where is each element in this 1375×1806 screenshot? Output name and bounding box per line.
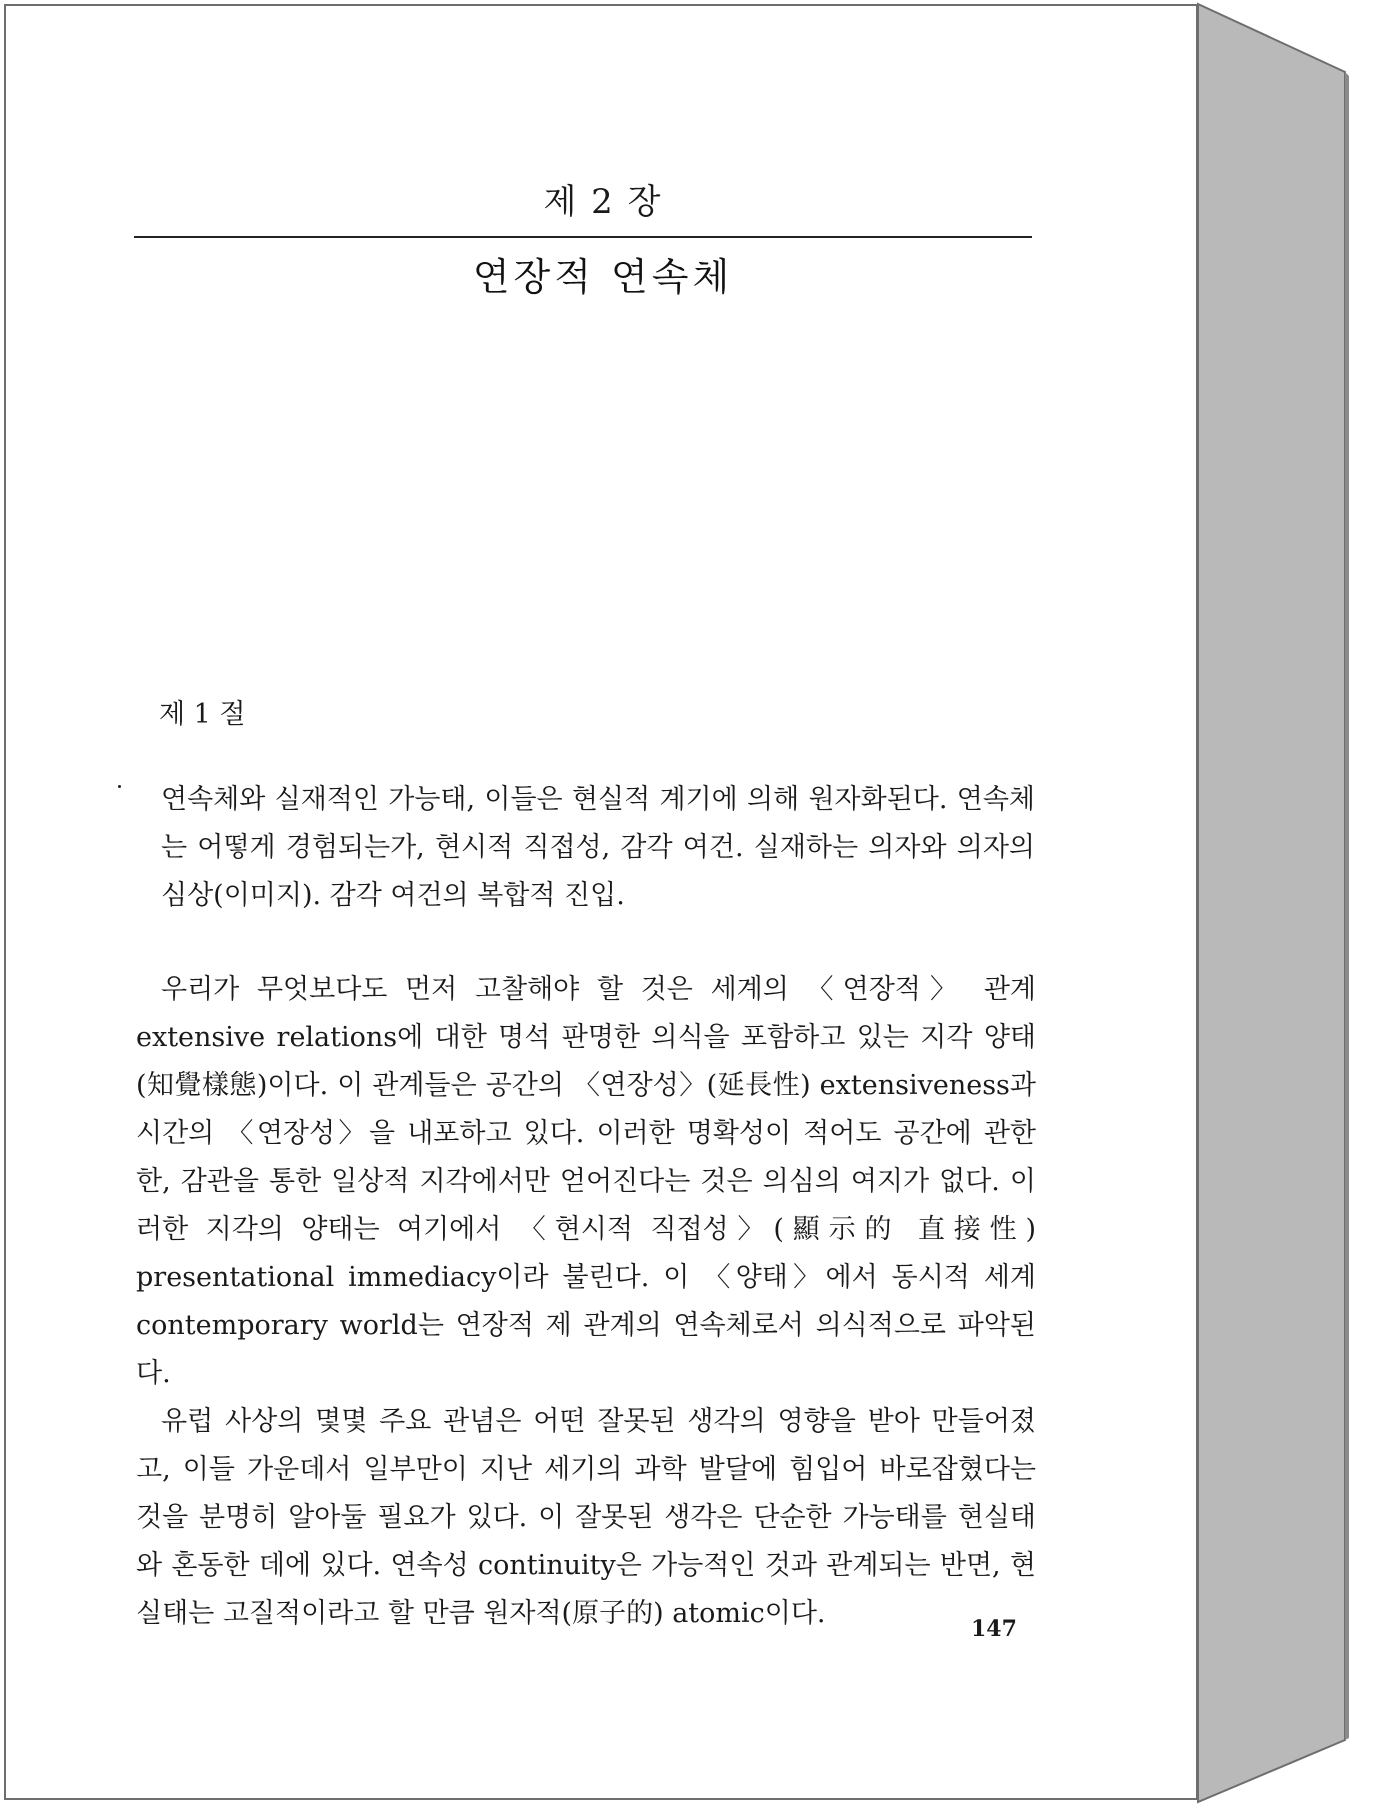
page-number: 147 xyxy=(971,1616,1017,1642)
section-label: 제 1 절 xyxy=(159,699,246,730)
body-paragraph-2: 유럽 사상의 몇몇 주요 관념은 어떤 잘못된 생각의 영향을 받아 만들어졌고, 이들 가운데서 일부만이 지난 세기의 과학 발달에 힘입어 바로잡혔다는 것을 분명히 알아둘 필요가 있다. 이 잘못된 생각은 단순한 가능태를 현실태와 혼동한 데에 있다. 연속성 continuity은 가능적인 것과 관계되는 반면, 현실태는 고질적이라고 할 만큼 원자적(原子的) atomic이다. xyxy=(136,1406,1036,1629)
stray-mark xyxy=(118,785,121,788)
section-summary: 연속체와 실재적인 가능태, 이들은 현실적 계기에 의해 원자화된다. 연속체는 어떻게 경험되는가, 현시적 직접성, 감각 여건. 실재하는 의자와 의자의 심상(이미지). 감각 여건의 복합적 진입. xyxy=(161,784,1035,911)
chapter-divider xyxy=(134,236,1032,238)
chapter-title: 연장적 연속체 xyxy=(472,255,734,299)
body-paragraph-1: 우리가 무엇보다도 먼저 고찰해야 할 것은 세계의 〈연장적〉 관계 extensive relations에 대한 명석 판명한 의식을 포함하고 있는 지각 양태(知覺樣態)이다. 이 관계들은 공간의 〈연장성〉(延長性) extensiveness과 시간의 〈연장성〉을 내포하고 있다. 이러한 명확성이 적어도 공간에 관한 한, 감관을 통한 일상적 지각에서만 얻어진다는 것은 의심의 여지가 없다. 이러한 지각의 양태는 여기에서 〈현시적 직접성〉(顯示的 直接性) presentational immediacy이라 불린다. 이 〈양태〉에서 동시적 세계 contemporary world는 연장적 제 관계의 연속체로서 의식적으로 파악된다. xyxy=(136,974,1036,1389)
book-page xyxy=(4,4,1198,1800)
body-text xyxy=(136,966,1036,1638)
chapter-label: 제 2 장 xyxy=(543,182,663,222)
